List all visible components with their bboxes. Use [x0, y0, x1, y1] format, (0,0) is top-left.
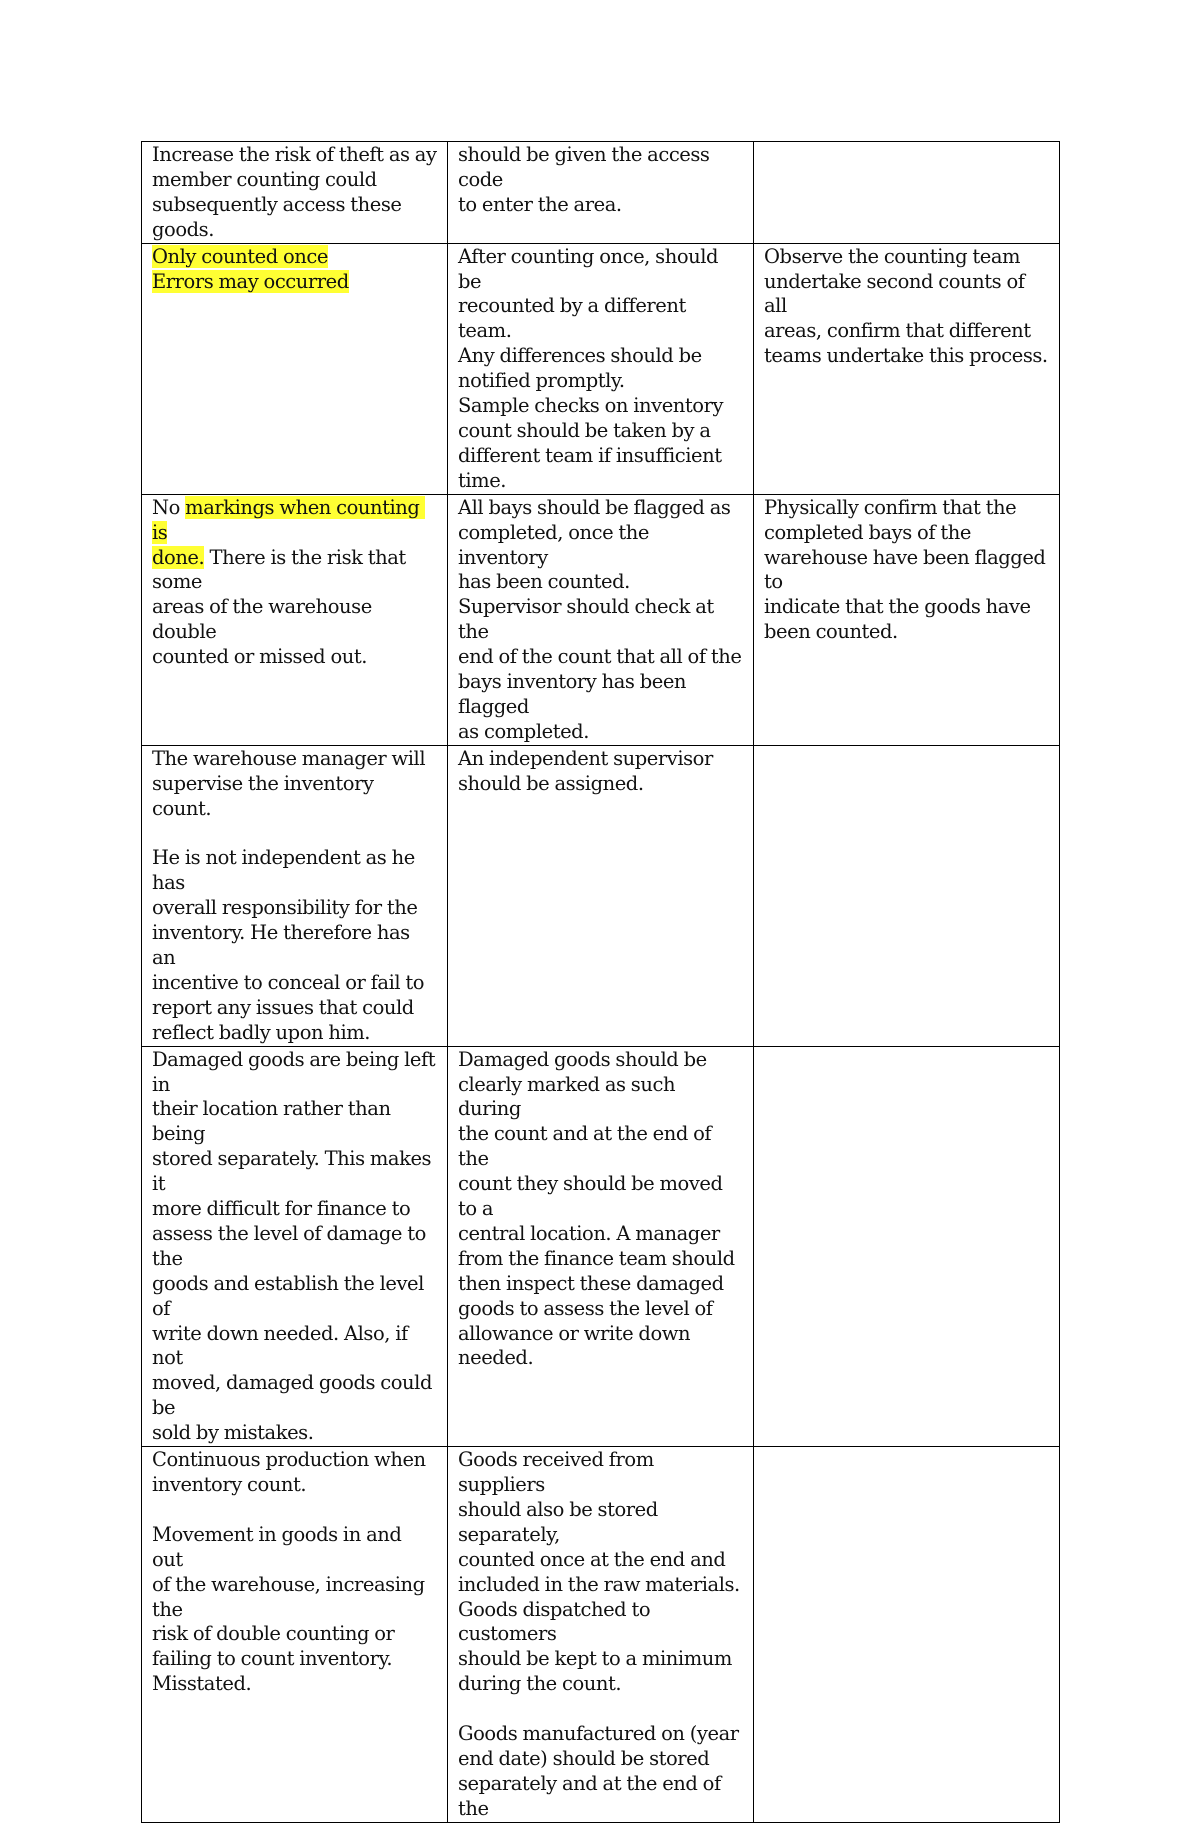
recommendation-cell: All bays should be flagged as completed, once the inventory has been counted. Supervisor should check at the end of the count that all of the bays inventory has been flagged as completed. [448, 494, 754, 745]
recommendation-cell: An independent supervisor should be assigned. [448, 745, 754, 1046]
table-row [142, 142, 1060, 244]
highlighted-text: done. [152, 545, 205, 569]
highlighted-text: Only counted once [152, 244, 328, 268]
table-row [142, 745, 1060, 1046]
recommendation-cell: Goods received from suppliers should also be stored separately, counted once at the end and included in the raw materials. Goods dispatched to customers should be kept to a minimum during the count. Goods manufactured on (year end date) should be stored separately and at the end of the [448, 1447, 754, 1823]
deficiency-cell: The warehouse manager will supervise the inventory count. He is not independent as he has overall responsibility for the inventory. He therefore has an incentive to conceal or fail to report any issues that could reflect badly upon him. [142, 745, 448, 1046]
recommendation-cell: should be given the access code to enter the area. [448, 142, 754, 244]
highlighted-text: Errors may occurred [152, 269, 349, 293]
deficiency-cell: No markings when counting is done. There is the risk that some areas of the warehouse double counted or missed out. [142, 494, 448, 745]
recommendation-cell: Damaged goods should be clearly marked as such during the count and at the end of the count they should be moved to a central location. A manager from the finance team should then inspect these damaged goods to assess the level of allowance or write down needed. [448, 1046, 754, 1447]
recommendation-cell: After counting once, should be recounted by a different team. Any differences should be notified promptly. Sample checks on inventory count should be taken by a different team if insufficient time. [448, 243, 754, 494]
inventory-count-table [141, 141, 1060, 1823]
table-row [142, 494, 1060, 745]
audit-procedure-cell: Physically confirm that the completed bays of the warehouse have been flagged to indicate that the goods have been counted. [754, 494, 1060, 745]
audit-procedure-cell [754, 1046, 1060, 1447]
highlighted-text: markings when counting is [152, 495, 425, 544]
deficiency-cell [142, 243, 448, 494]
audit-procedure-cell: Observe the counting team undertake second counts of all areas, confirm that different teams undertake this process. [754, 243, 1060, 494]
table-row [142, 1447, 1060, 1823]
audit-procedure-cell [754, 142, 1060, 244]
deficiency-cell: Increase the risk of theft as ay member counting could subsequently access these goods. [142, 142, 448, 244]
deficiency-cell: Continuous production when inventory count. Movement in goods in and out of the warehouse, increasing the risk of double counting or failing to count inventory. Misstated. [142, 1447, 448, 1823]
audit-procedure-cell [754, 1447, 1060, 1823]
deficiency-cell: Damaged goods are being left in their location rather than being stored separately. This makes it more difficult for finance to assess the level of damage to the goods and establish the level of write down needed. Also, if not moved, damaged goods could be sold by mistakes. [142, 1046, 448, 1447]
table-row [142, 243, 1060, 494]
table-row [142, 1046, 1060, 1447]
audit-procedure-cell [754, 745, 1060, 1046]
